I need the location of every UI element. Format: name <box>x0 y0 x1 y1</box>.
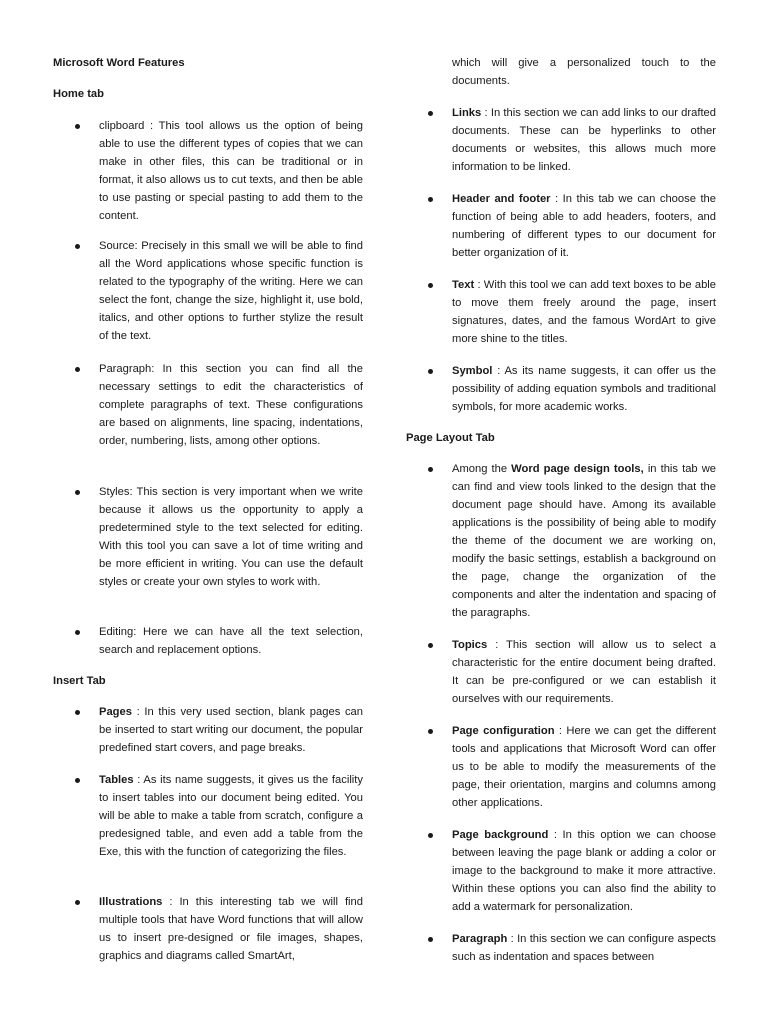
bullet-icon <box>428 729 433 734</box>
bullet-icon <box>428 369 433 374</box>
list-item-page-background <box>406 826 716 916</box>
list-item-tables <box>53 771 363 861</box>
list-item-links <box>406 104 716 176</box>
bullet-icon <box>75 900 80 905</box>
list-item-body: : In this option we can choose between leaving the page blank or adding a color or image to the background to make it more attractive. Within these options you can also find the ability to add a watermark for personalization. <box>452 829 716 913</box>
list-item-text: clipboard : This tool allows us the option of being able to use the different types of copies that we can make in other files, this can be traditional or in format, it also allows us to cut texts, and then be able to use pasting or special pasting to add them to the content. <box>99 120 363 222</box>
list-item-text <box>99 893 363 965</box>
list-item-body: : In this interesting tab we will find multiple tools that have Word functions that will allow us to insert pre-designed or file images, shapes, graphics and diagrams called SmartArt, <box>99 896 363 962</box>
list-item-lead: Tables <box>99 774 134 786</box>
list-item-illustrations <box>53 893 363 965</box>
bullet-icon <box>428 467 433 472</box>
bullet-icon <box>428 937 433 942</box>
list-item-page-configuration <box>406 722 716 812</box>
bullet-icon <box>428 283 433 288</box>
list-item-text: Styles: This section is very important when we write because it allows us the opportunity to apply a predetermined style to the text selected for editing. With this tool you can save a lot of time writing and be more efficient in writing. You can use the default styles or create your own styles to work with. <box>99 486 363 588</box>
list-item-lead: Links <box>452 107 482 119</box>
list-item-lead: Illustrations <box>99 896 163 908</box>
list-item-lead: Text <box>452 279 475 291</box>
list-item-paragraph <box>53 360 363 450</box>
bullet-icon <box>75 710 80 715</box>
list-item-lead: Pages <box>99 706 132 718</box>
list-item-topics <box>406 636 716 708</box>
bullet-icon <box>428 833 433 838</box>
list-item-lead: Paragraph <box>452 933 508 945</box>
home-tab-heading: Home tab <box>53 88 104 100</box>
list-item-body: : In this very used section, blank pages can be inserted to start writing our document, the popular predefined start covers, and page breaks. <box>99 706 363 754</box>
bullet-icon <box>428 643 433 648</box>
list-item-styles <box>53 483 363 591</box>
list-item-symbol <box>406 362 716 416</box>
list-item-paragraph-layout <box>406 930 716 966</box>
list-item-text <box>99 771 363 861</box>
bullet-icon <box>75 778 80 783</box>
list-item-text: Paragraph: In this section you can find all the necessary settings to edit the characteristics of complete paragraphs of text. These configurations are based on alignments, line spacing, indentations, order, numbering, lists, among other options. <box>99 363 363 447</box>
list-item-design-tools <box>406 460 716 622</box>
bullet-icon <box>75 630 80 635</box>
list-item-body: : In this section we can configure aspects such as indentation and spaces between <box>452 933 716 963</box>
list-item-text <box>452 722 716 812</box>
bullet-icon <box>75 490 80 495</box>
list-item-text <box>99 703 363 757</box>
page-layout-tab-heading: Page Layout Tab <box>406 432 495 444</box>
list-item-text <box>452 826 716 916</box>
list-item-body: : Here we can get the different tools and applications that Microsoft Word can offer us to be able to modify the measurements of the page, their orientation, margins and columns among other applications. <box>452 725 716 809</box>
list-item-text <box>452 362 716 416</box>
list-item-body: : This section will allow us to select a characteristic for the entire document being drafted. It can be pre-configured or we can establish it ourselves with our requirements. <box>452 639 716 705</box>
list-item-illustrations-continued <box>406 54 716 90</box>
list-item-body: : As its name suggests, it can offer us the possibility of adding equation symbols and traditional symbols, for more academic works. <box>452 365 716 413</box>
list-item-header-footer <box>406 190 716 262</box>
list-item-lead: Page configuration <box>452 725 555 737</box>
document-title: Microsoft Word Features <box>53 57 185 69</box>
list-item-text <box>452 636 716 708</box>
list-item-body: : In this tab we can choose the function of being able to add headers, footers, and numbering of different types to our document for better organization of it. <box>452 193 717 259</box>
list-item-text <box>452 190 716 262</box>
list-item-editing <box>53 623 363 659</box>
bullet-icon <box>75 124 80 129</box>
list-item-text <box>452 276 716 348</box>
list-item-pages <box>53 703 363 757</box>
list-item-lead: Symbol <box>452 365 493 377</box>
bullet-icon <box>75 244 80 249</box>
list-item-clipboard <box>53 117 363 225</box>
list-item-text: Editing: Here we can have all the text selection, search and replacement options. <box>99 626 363 656</box>
list-item-pre: Among the <box>452 463 512 475</box>
list-item-lead: Page background <box>452 829 549 841</box>
list-item-source <box>53 237 363 345</box>
list-item-body: : With this tool we can add text boxes to be able to move them freely around the page, insert signatures, dates, and the famous WordArt to give more shine to the titles. <box>452 279 716 345</box>
list-item-text <box>452 930 716 966</box>
list-item-text <box>452 460 716 622</box>
bullet-icon <box>428 197 433 202</box>
list-item-lead: Word page design tools, <box>511 463 644 475</box>
list-item-text <box>452 104 716 176</box>
list-item-body: in this tab we can find and view tools linked to the design that the document page should have. Among its available applications is the possibility of being able to modify the theme of the document we are working on, modify the basic settings, establish a background on the page, change the organization of the components and alter the indentation and spacing of the paragraphs. <box>452 463 717 619</box>
list-item-lead: Topics <box>452 639 488 651</box>
list-item-body: : In this section we can add links to our drafted documents. These can be hyperlinks to other documents or websites, this allows much more information to be linked. <box>452 107 716 173</box>
list-item-text-tool <box>406 276 716 348</box>
list-item-text: which will give a personalized touch to the documents. <box>452 57 716 87</box>
list-item-lead: Header and footer <box>452 193 551 205</box>
bullet-icon <box>75 367 80 372</box>
insert-tab-heading: Insert Tab <box>53 675 106 687</box>
list-item-text: Source: Precisely in this small we will be able to find all the Word applications whose specific function is related to the typography of the writing. Here we can select the font, change the size, highlight it, use bold, italics, and other options to further stylize the result of the text. <box>99 240 363 342</box>
list-item-body: : As its name suggests, it gives us the facility to insert tables into our document being edited. You will be able to make a table from scratch, configure a predesigned table, and even add a table from the Exe, this with the function of categorizing the files. <box>99 774 363 858</box>
bullet-icon <box>428 111 433 116</box>
